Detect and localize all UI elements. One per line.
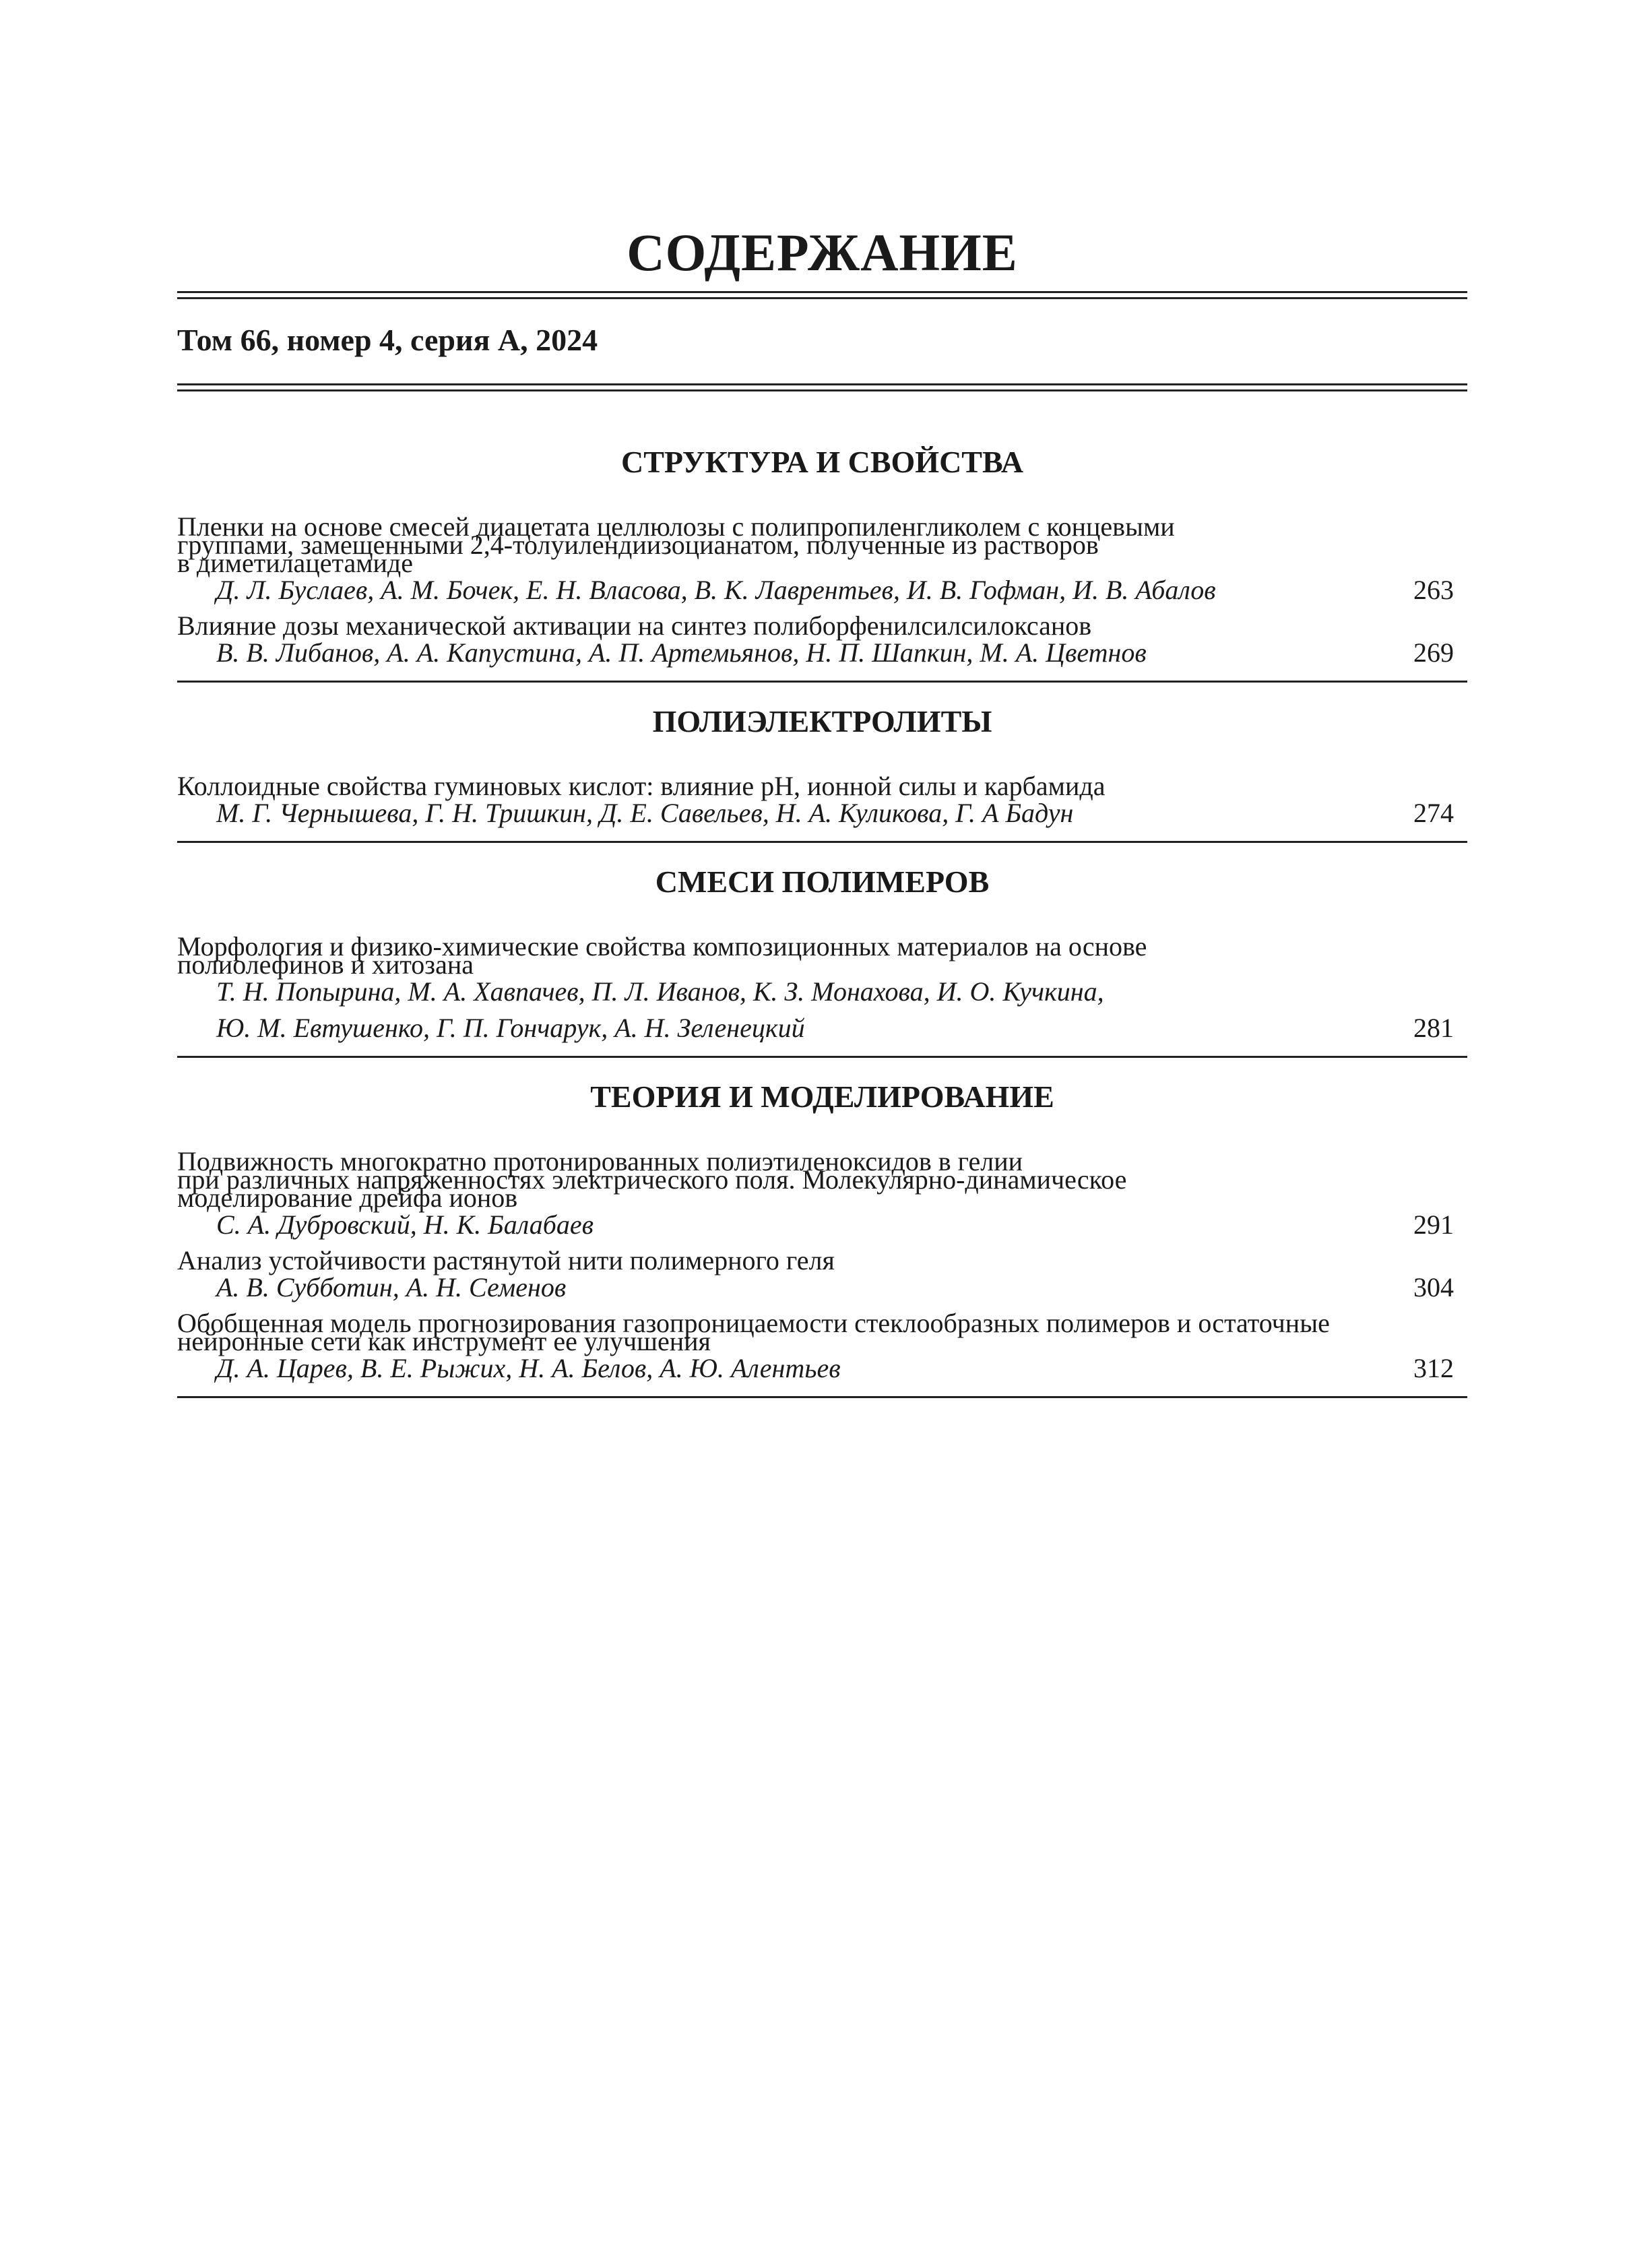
title-double-rule <box>177 291 1467 299</box>
section-title: ТЕОРИЯ И МОДЕЛИРОВАНИЕ <box>590 1079 1054 1114</box>
article-authors: Д. Л. Буслаев, А. М. Бочек, Е. Н. Власова, В. К. Лаврентьев, И. В. Гофман, И. В. Абалов <box>216 575 1216 605</box>
section-divider <box>177 841 1467 843</box>
page-number: 291 <box>1413 1209 1454 1240</box>
section-divider <box>177 1396 1467 1398</box>
page-number: 304 <box>1413 1272 1454 1302</box>
toc-entry[interactable] <box>177 610 1467 671</box>
article-authors: Д. А. Царев, В. Е. Рыжих, Н. А. Белов, А. Ю. Алентьев <box>216 1353 841 1383</box>
page-number: 269 <box>1413 637 1454 668</box>
section-divider <box>177 681 1467 683</box>
section-divider <box>177 1056 1467 1058</box>
article-title: Пленки на основе смесей диацетата целлюлозы с полипропиленгликолем с концевыми группами, замещенными 2,4-толуилендиизоцианатом, полученные из растворов в диметилацетамиде <box>177 511 1175 578</box>
article-authors: С. А. Дубровский, Н. К. Балабаев <box>216 1209 594 1240</box>
toc-entry[interactable] <box>177 1146 1467 1243</box>
article-title: Влияние дозы механической активации на синтез полиборфенилсилсилоксанов <box>177 610 1092 641</box>
page-title: СОДЕРЖАНИЕ <box>627 223 1018 282</box>
section-title: СМЕСИ ПОЛИМЕРОВ <box>655 864 990 899</box>
article-title: Анализ устойчивости растянутой нити полимерного геля <box>177 1245 835 1275</box>
page-number: 274 <box>1413 798 1454 828</box>
page-number: 281 <box>1413 1013 1454 1043</box>
section-title: СТРУКТУРА И СВОЙСТВА <box>621 445 1023 479</box>
issue-line: Том 66, номер 4, серия А, 2024 <box>177 323 598 357</box>
article-title: Коллоидные свойства гуминовых кислот: влияние pH, ионной силы и карбамида <box>177 771 1106 801</box>
page-number: 263 <box>1413 575 1454 605</box>
toc-entry[interactable] <box>177 931 1467 1046</box>
issue-double-rule <box>177 383 1467 391</box>
toc-entry[interactable] <box>177 511 1467 608</box>
article-authors: В. В. Либанов, А. А. Капустина, А. П. Артемьянов, Н. П. Шапкин, М. А. Цветнов <box>216 637 1147 668</box>
table-of-contents <box>177 431 1467 1417</box>
toc-entry[interactable] <box>177 771 1467 831</box>
article-authors: М. Г. Чернышева, Г. Н. Тришкин, Д. Е. Савельев, Н. А. Куликова, Г. А Бадун <box>216 798 1074 828</box>
section-title: ПОЛИЭЛЕКТРОЛИТЫ <box>652 704 992 738</box>
article-authors: Т. Н. Попырина, М. А. Хавпачев, П. Л. Иванов, К. З. Монахова, И. О. Кучкина, Ю. М. Евтушенко, Г. П. Гончарук, А. Н. Зеленецкий <box>216 976 1104 1043</box>
article-authors: А. В. Субботин, А. Н. Семенов <box>216 1272 567 1302</box>
article-title: Морфология и физико-химические свойства композиционных материалов на основе полиолефинов и хитозана <box>177 931 1147 980</box>
article-title: Обобщенная модель прогнозирования газопроницаемости стеклообразных полимеров и остаточные нейронные сети как инструмент ее улучшения <box>177 1308 1330 1356</box>
toc-entry[interactable] <box>177 1308 1467 1387</box>
toc-entry[interactable] <box>177 1245 1467 1306</box>
article-title: Подвижность многократно протонированных полиэтиленоксидов в гелии при различных напряженностях электрического поля. Молекулярно-динамическое моделирование дрейфа ионов <box>177 1146 1127 1213</box>
page-number: 312 <box>1413 1353 1454 1383</box>
